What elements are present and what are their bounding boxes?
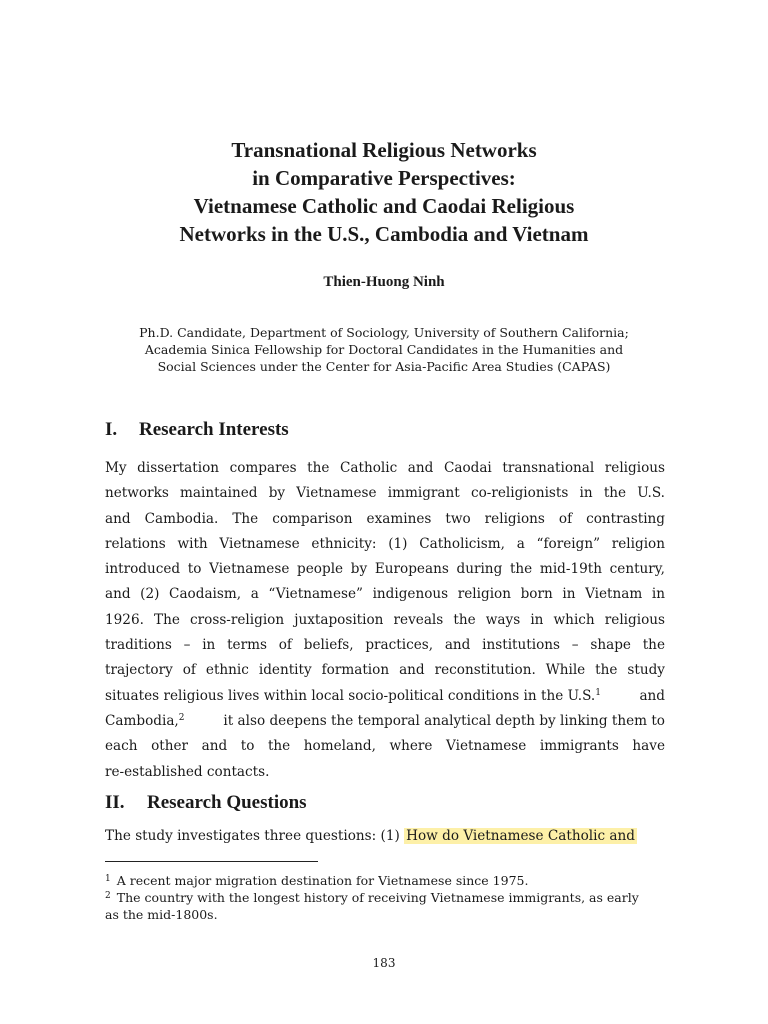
title-line-4: Networks in the U.S., Cambodia and Vietnam	[179, 222, 589, 246]
title-line-2: in Comparative Perspectives:	[252, 166, 516, 190]
footnote-ref-1[interactable]: 1	[595, 687, 601, 698]
section-2-paragraph	[105, 825, 665, 847]
page-number: 183	[372, 956, 396, 970]
section-1-heading	[105, 418, 289, 442]
section-2-number: II.	[105, 792, 125, 813]
footnote-1-mark: 1	[105, 874, 111, 884]
paragraph-line: networks maintained by Vietnamese immigrant co-religionists in the U.S.	[105, 485, 665, 502]
paragraph-line: and Cambodia. The comparison examines two religions of contrasting	[105, 510, 665, 527]
paragraph-line: introduced to Vietnamese people by Europeans during the mid-19th century,	[105, 561, 665, 578]
paper-title	[104, 136, 664, 248]
section-2-title: Research Questions	[147, 792, 307, 813]
paragraph-line: traditions – in terms of beliefs, practices, and institutions – shape the	[105, 637, 665, 654]
footnote-1-text: A recent major migration destination for Vietnamese since 1975.	[116, 873, 529, 888]
title-line-1: Transnational Religious Networks	[231, 138, 537, 162]
paragraph-line	[105, 684, 665, 709]
footnote-ref-2[interactable]: 2	[178, 712, 185, 723]
affiliation-line-2: Academia Sinica Fellowship for Doctoral Candidates in the Humanities and	[144, 342, 624, 357]
line-10-main: situates religious lives within local socio-political conditions in the U.S.	[105, 687, 596, 704]
footnote-divider	[105, 861, 318, 862]
footnote-2-text: The country with the longest history of receiving Vietnamese immigrants, as early	[116, 890, 639, 905]
line-11-head	[105, 709, 185, 734]
line-10-tail: and	[639, 687, 665, 704]
author-affiliation	[104, 324, 664, 375]
line-11-head-text: Cambodia,	[105, 712, 179, 729]
footnote-2-text-cont: as the mid-1800s.	[105, 907, 218, 922]
section-1-paragraph	[105, 456, 665, 785]
paragraph-line: 1926. The cross-religion juxtaposition reveals the ways in which religious	[105, 611, 665, 628]
section-1-title: Research Interests	[139, 419, 289, 440]
section-1-number: I.	[105, 419, 118, 440]
paragraph-line: each other and to the homeland, where Vietnamese immigrants have	[105, 738, 665, 755]
section-2-text: The study investigates three questions: (1)	[105, 828, 405, 844]
line-11-tail: it also deepens the temporal analytical depth by linking them to	[223, 712, 665, 729]
highlighted-text[interactable]: How do Vietnamese Catholic and	[406, 828, 635, 844]
paragraph-line	[105, 709, 665, 734]
paragraph-line: relations with Vietnamese ethnicity: (1) Catholicism, a “foreign” religion	[105, 535, 665, 552]
footnote-1	[105, 871, 665, 889]
paragraph-line: and (2) Caodaism, a “Vietnamese” indigenous religion born in Vietnam in	[105, 586, 665, 603]
line-10-text	[105, 684, 601, 709]
affiliation-line-3: Social Sciences under the Center for Asia-Pacific Area Studies (CAPAS)	[157, 359, 611, 374]
author-name: Thien-Huong Ninh	[323, 274, 445, 290]
paragraph-line: trajectory of ethnic identity formation and reconstitution. While the study	[105, 662, 665, 679]
paragraph-line: My dissertation compares the Catholic and Caodai transnational religious	[105, 460, 665, 476]
affiliation-line-1: Ph.D. Candidate, Department of Sociology, University of Southern California;	[139, 325, 629, 340]
footnote-2-mark: 2	[105, 891, 111, 901]
footnote-2	[105, 888, 665, 923]
paragraph-line: re-established contacts.	[105, 763, 270, 780]
title-line-3: Vietnamese Catholic and Caodai Religious	[193, 194, 575, 218]
section-2-heading	[105, 791, 307, 815]
